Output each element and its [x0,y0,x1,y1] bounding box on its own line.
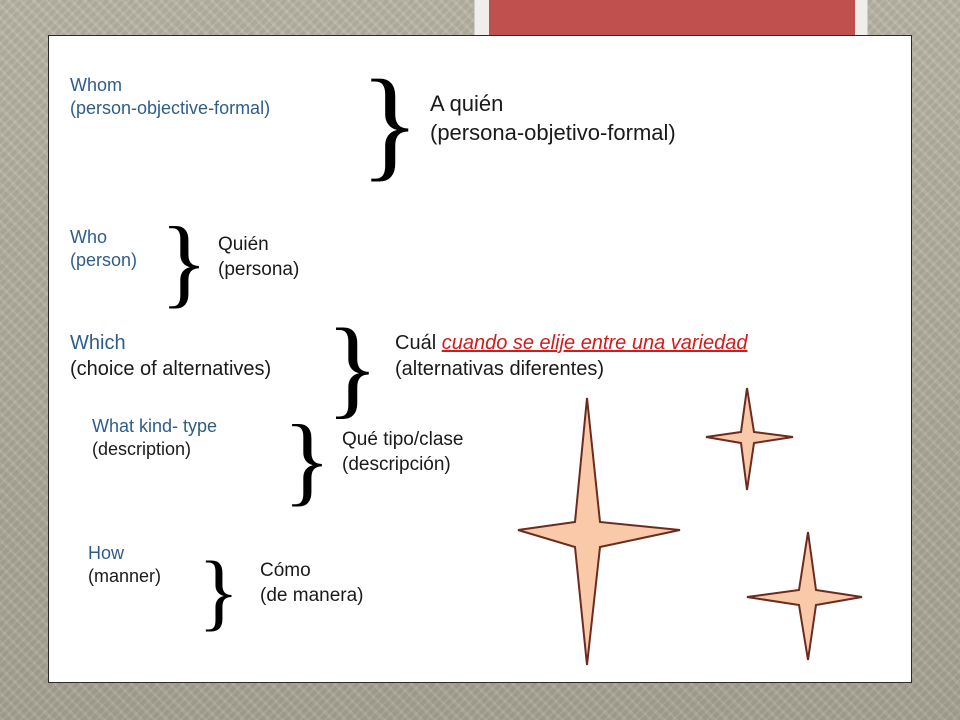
whom-brace: } [360,55,420,192]
que-tipo-title: Qué tipo/clase [342,429,464,450]
how-subtitle: (manner) [88,566,162,587]
a-quien-subtitle: (persona-objetivo-formal) [430,119,676,145]
what-kind-brace: } [283,404,331,515]
who-brace: } [160,206,208,317]
small-star-shape-bottom [747,532,862,660]
large-star-shape [518,398,680,665]
como-title: Cómo [260,560,311,581]
how-brace: } [198,543,240,639]
how-title: How [88,543,125,563]
quien-title: Quién [218,234,269,255]
who-subtitle: (person) [70,250,138,271]
cual-subtitle: (alternativas diferentes) [395,358,604,380]
que-tipo-subtitle: (descripción) [342,453,451,475]
what-kind-title: What kind- type [92,416,218,436]
small-star-shape-top [706,388,793,490]
which-subtitle: (choice of alternatives) [70,358,272,380]
which-brace: } [326,306,379,428]
whom-subtitle: (person-objective-formal) [70,98,271,119]
what-kind-subtitle: (description) [92,439,192,460]
whom-title: Whom [70,75,123,95]
quien-subtitle: (persona) [218,258,300,280]
which-title: Which [70,332,126,354]
who-title: Who [70,227,108,247]
cual-title: Cuál [395,332,437,354]
cual-note: cuando se elije entre una variedad [441,332,748,354]
como-subtitle: (de manera) [260,584,364,606]
a-quien-title: A quién [430,91,504,116]
